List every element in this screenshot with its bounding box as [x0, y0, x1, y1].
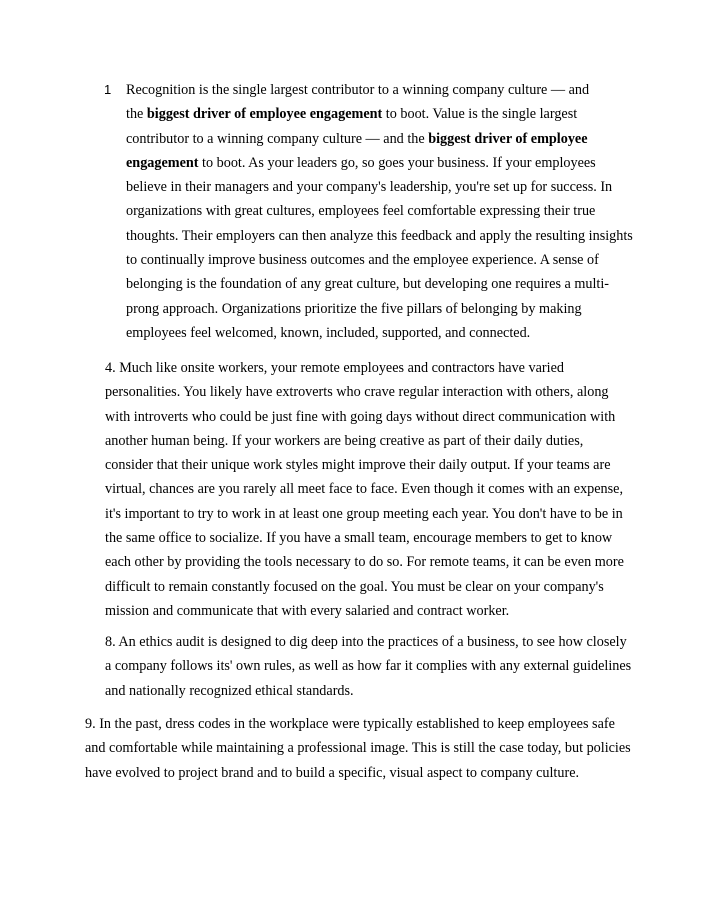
- text-line: [85, 736, 645, 760]
- text-line: [126, 224, 646, 248]
- text-run: belonging is the foundation of any great culture, but developing one requires a multi-: [126, 276, 610, 293]
- text-run: and nationally recognized ethical standards.: [105, 682, 354, 699]
- paragraph-dress-codes: [85, 712, 645, 785]
- text-run: consider that their unique work styles might improve their daily output. If your teams are: [105, 457, 611, 474]
- text-line: [105, 679, 635, 703]
- text-line: [85, 712, 645, 736]
- text-run: it's important to try to work in at least one group meeting each year. You don't have to be in: [105, 505, 623, 522]
- text-run: contributor to a winning company culture — and the: [126, 130, 429, 147]
- text-run: difficult to remain constantly focused on the goal. You must be clear on your company's: [105, 578, 604, 595]
- text-run: thoughts. Their employers can then analyze this feedback and apply the resulting insights: [126, 227, 633, 244]
- text-run: to boot. As your leaders go, so goes your business. If your employees: [198, 154, 596, 171]
- text-run: believe in their managers and your company's leadership, you're set up for success. In: [126, 179, 613, 196]
- text-line: [126, 102, 646, 126]
- text-run: mission and communicate that with every salaried and contract worker.: [105, 602, 510, 619]
- text-line: [126, 78, 646, 102]
- text-run: and comfortable while maintaining a professional image. This is still the case today, but policies: [85, 740, 631, 757]
- list-marker: 1: [104, 82, 112, 97]
- text-line: [105, 526, 645, 550]
- text-line: [126, 151, 646, 175]
- text-line: [126, 199, 646, 223]
- text-run: virtual, chances are you rarely all meet face to face. Even though it comes with an expense,: [105, 481, 624, 498]
- text-line: [105, 550, 645, 574]
- text-line: [105, 453, 645, 477]
- text-run: with introverts who could be just fine with going days without direct communication with: [105, 408, 616, 425]
- text-line: [105, 356, 645, 380]
- text-run: 9. In the past, dress codes in the workplace were typically established to keep employees safe: [85, 716, 615, 732]
- text-line: [105, 380, 645, 404]
- text-line: [126, 297, 646, 321]
- text-run: Recognition is the single largest contributor to a winning company culture — and: [126, 82, 590, 98]
- text-run: personalities. You likely have extroverts who crave regular interaction with others, along: [105, 384, 609, 401]
- text-line: [105, 477, 645, 501]
- text-line: [105, 502, 645, 526]
- text-line: [126, 248, 646, 272]
- text-run: 4. Much like onsite workers, your remote employees and contractors have varied: [105, 360, 564, 376]
- text-run: 8. An ethics audit is designed to dig deep into the practices of a business, to see how closely: [105, 634, 627, 650]
- bold-text-run: biggest driver of employee engagement: [146, 106, 383, 123]
- text-run: each other by providing the tools necessary to do so. For remote teams, it can be even more: [105, 554, 624, 571]
- text-run: to continually improve business outcomes and the employee experience. A sense of: [126, 252, 599, 269]
- text-run: the: [126, 106, 147, 123]
- paragraph-recognition: [126, 78, 646, 345]
- text-line: [105, 575, 645, 599]
- text-run: to boot. Value is the single largest: [382, 106, 578, 123]
- text-run: another human being. If your workers are being creative as part of their daily duties,: [105, 432, 584, 449]
- text-run: a company follows its' own rules, as well as how far it complies with any external guidelines: [105, 658, 632, 675]
- text-line: [85, 761, 645, 785]
- text-line: [126, 127, 646, 151]
- bold-text-run: biggest driver of employee: [428, 130, 588, 147]
- text-line: [126, 175, 646, 199]
- paragraph-ethics-audit: [105, 630, 635, 703]
- text-line: [126, 321, 646, 345]
- bold-text-run: engagement: [126, 154, 199, 171]
- text-line: [105, 405, 645, 429]
- text-run: employees feel welcomed, known, included, supported, and connected.: [126, 324, 531, 341]
- text-run: the same office to socialize. If you have a small team, encourage members to get to know: [105, 530, 613, 547]
- text-run: prong approach. Organizations prioritize the five pillars of belonging by making: [126, 300, 582, 317]
- text-line: [126, 272, 646, 296]
- text-line: [105, 654, 635, 678]
- text-line: [105, 630, 635, 654]
- paragraph-remote-workers: [105, 356, 645, 623]
- text-run: have evolved to project brand and to build a specific, visual aspect to company culture.: [85, 764, 580, 781]
- text-line: [105, 429, 645, 453]
- text-run: organizations with great cultures, employees feel comfortable expressing their true: [126, 203, 596, 220]
- text-line: [105, 599, 645, 623]
